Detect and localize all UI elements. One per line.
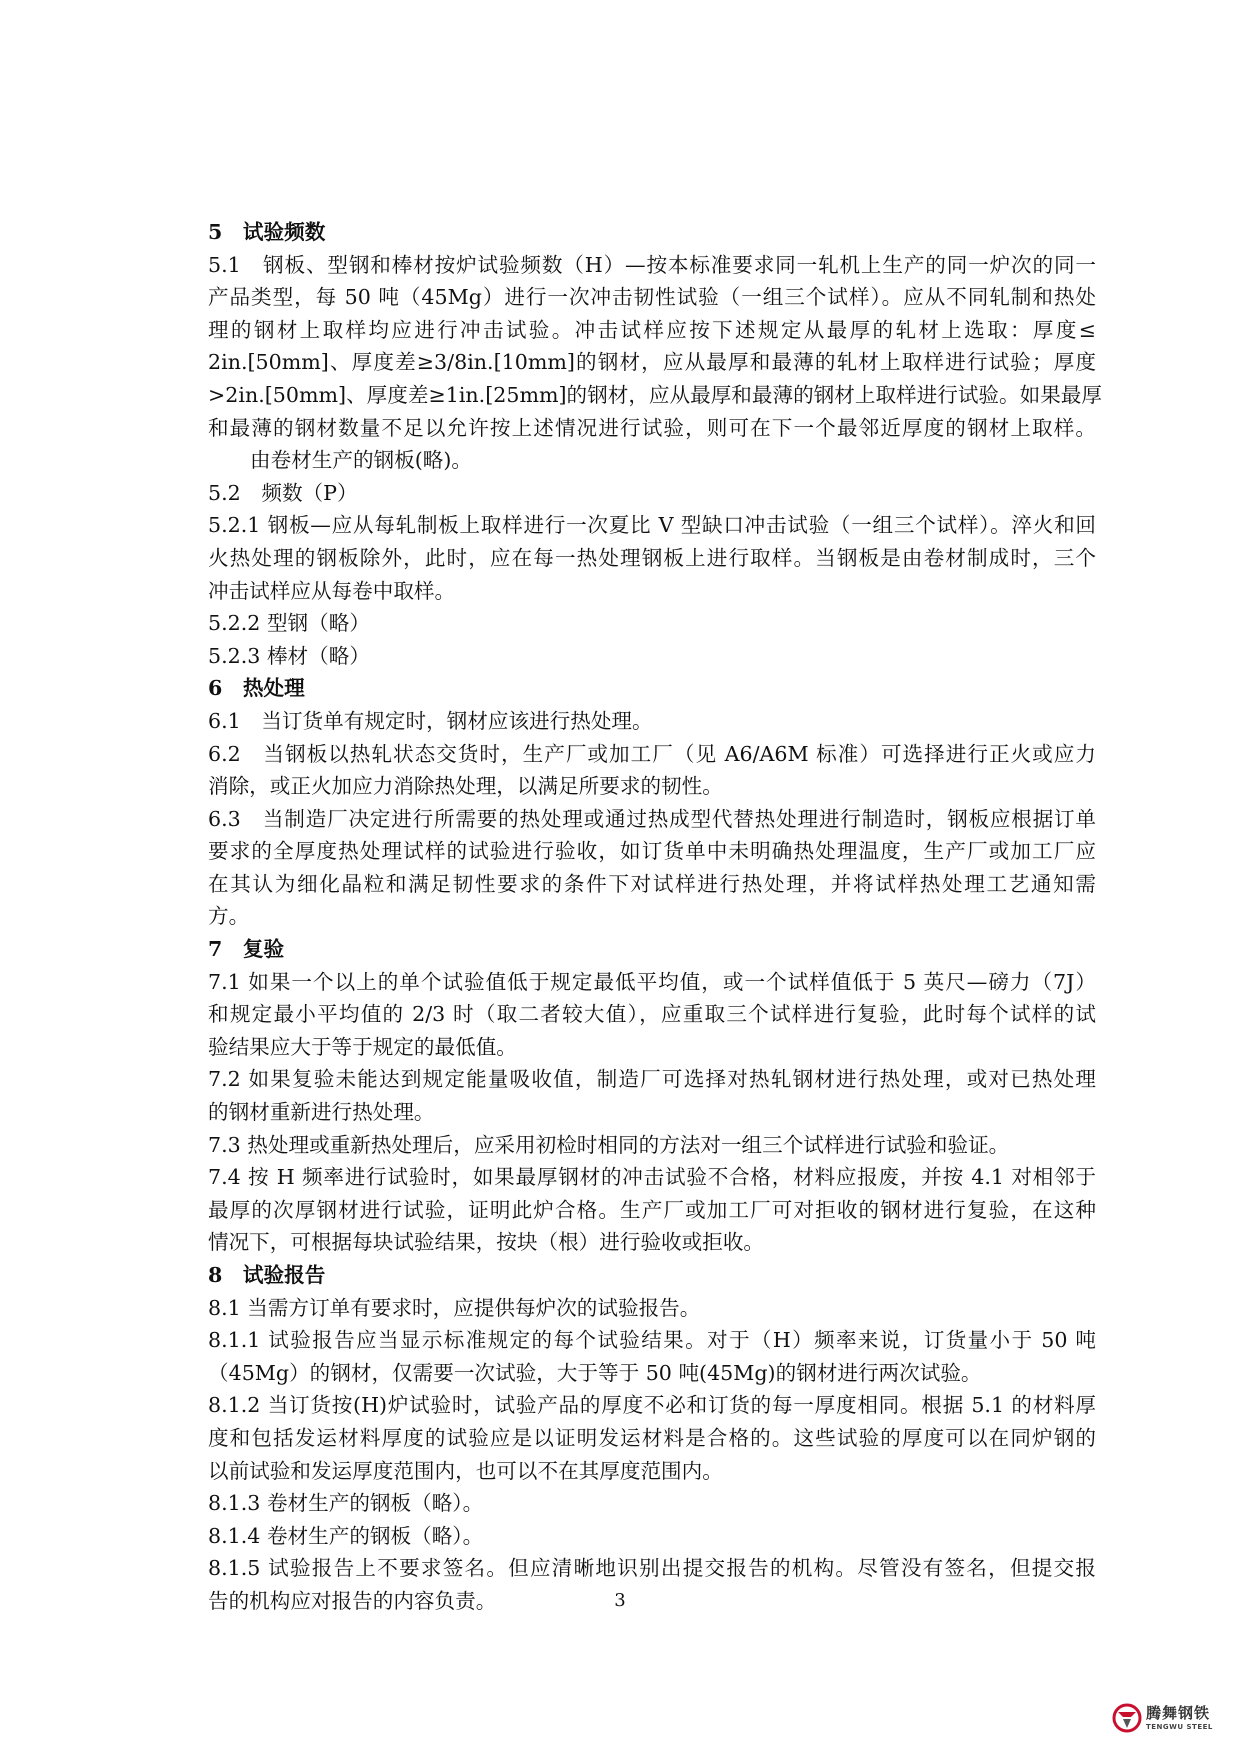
- text-line: 以前试验和发运厚度范围内，也可以不在其厚度范围内。: [208, 1458, 723, 1483]
- page-number: 3: [614, 1590, 626, 1611]
- text-line: 7.4 按 H 频率进行试验时，如果最厚钢材的冲击试验不合格，材料应报废，并按 4.1 对相邻于: [208, 1165, 1096, 1190]
- section-heading: 7 复验: [208, 937, 285, 962]
- text-line: 验结果应大于等于规定的最低值。: [208, 1034, 517, 1059]
- text-line: 5.2.2 型钢（略）: [208, 611, 370, 636]
- section-heading: 5 试验频数: [208, 220, 326, 244]
- text-line: 6.2 当钢板以热轧状态交货时，生产厂或加工厂（见 A6/A6M 标准）可选择进行正火或应力: [208, 741, 1096, 766]
- logo-name-cn: 腾舞钢铁: [1146, 1703, 1211, 1722]
- section-heading: 8 试验报告: [208, 1263, 326, 1287]
- text-line: 7.1 如果一个以上的单个试验值低于规定最低平均值，或一个试样值低于 5 英尺—磅力（7J）: [208, 969, 1096, 994]
- text-line: 5.2.1 钢板—应从每轧制板上取样进行一次夏比 V 型缺口冲击试验（一组三个试样）。淬火和回: [208, 513, 1096, 538]
- text-line: 度和包括发运材料厚度的试验应是以证明发运材料是合格的。这些试验的厚度可以在同炉钢的: [208, 1425, 1096, 1450]
- text-line: 6.3 当制造厂决定进行所需要的热处理或通过热成型代替热处理进行制造时，钢板应根据订单: [208, 806, 1096, 831]
- text-line: 2in.[50mm]、厚度差≥3/8in.[10mm]的钢材，应从最厚和最薄的轧材上取样进行试验；厚度: [208, 350, 1096, 375]
- text-line: 的钢材重新进行热处理。: [208, 1100, 435, 1125]
- text-line: 5.2.3 棒材（略）: [208, 643, 370, 668]
- text-line: 8.1.4 卷材生产的钢板（略）。: [208, 1523, 484, 1548]
- text-line: 8.1.3 卷材生产的钢板（略）。: [208, 1491, 484, 1516]
- text-line: 火热处理的钢板除外，此时，应在每一热处理钢板上进行取样。当钢板是由卷材制成时，三个: [208, 545, 1096, 570]
- text-line: 6.1 当订货单有规定时，钢材应该进行热处理。: [208, 708, 653, 733]
- text-line: 5.1 钢板、型钢和棒材按炉试验频数（H）—按本标准要求同一轧机上生产的同一炉次的同一: [208, 252, 1096, 277]
- text-line: 5.2 频数（P）: [208, 480, 358, 505]
- tengwu-logo-icon: [1112, 1703, 1142, 1733]
- text-line: 情况下，可根据每块试验结果，按块（根）进行验收或拒收。: [208, 1230, 765, 1255]
- text-line: （45Mg）的钢材，仅需要一次试验，大于等于 50 吨(45Mg)的钢材进行两次试验。: [208, 1360, 982, 1385]
- text-line: 8.1.1 试验报告应当显示标准规定的每个试验结果。对于（H）频率来说，订货量小于 50 吨: [208, 1328, 1096, 1353]
- text-line: >2in.[50mm]、厚度差≥1in.[25mm]的钢材，应从最厚和最薄的钢材上取样进行试验。如果最厚: [208, 382, 1102, 407]
- text-line: 在其认为细化晶粒和满足韧性要求的条件下对试样进行热处理，并将试样热处理工艺通知需: [208, 871, 1096, 896]
- text-line: 方。: [208, 904, 250, 929]
- logo-name-en: TENGWU STEEL: [1146, 1722, 1213, 1731]
- section-heading: 6 热处理: [208, 676, 305, 701]
- text-line: 理的钢材上取样均应进行冲击试验。冲击试样应按下述规定从最厚的轧材上选取：厚度≤: [208, 317, 1096, 342]
- text-line: 7.3 热处理或重新热处理后，应采用初检时相同的方法对一组三个试样进行试验和验证。: [208, 1132, 1010, 1157]
- text-line: 产品类型，每 50 吨（45Mg）进行一次冲击韧性试验（一组三个试样）。应从不同轧制和热处: [208, 285, 1096, 310]
- text-line: 7.2 如果复验未能达到规定能量吸收值，制造厂可选择对热轧钢材进行热处理，或对已热处理: [208, 1067, 1096, 1092]
- text-line: 和最薄的钢材数量不足以允许按上述情况进行试验，则可在下一个最邻近厚度的钢材上取样。: [208, 415, 1096, 440]
- text-line: 8.1.5 试验报告上不要求签名。但应清晰地识别出提交报告的机构。尽管没有签名，但提交报: [208, 1556, 1096, 1581]
- text-line: 8.1.2 当订货按(H)炉试验时，试验产品的厚度不必和订货的每一厚度相同。根据 5.1 的材料厚: [208, 1393, 1096, 1418]
- text-line: 由卷材生产的钢板(略)。: [250, 448, 473, 473]
- text-line: 要求的全厚度热处理试样的试验进行验收，如订货单中未明确热处理温度，生产厂或加工厂应: [208, 839, 1096, 864]
- text-line: 冲击试样应从每卷中取样。: [208, 578, 456, 603]
- document-body: [208, 216, 1102, 1618]
- text-line: 和规定最小平均值的 2/3 时（取二者较大值），应重取三个试样进行复验，此时每个试样的试: [208, 1002, 1096, 1027]
- company-logo: [1112, 1698, 1230, 1738]
- text-line: 告的机构应对报告的内容负责。: [208, 1588, 497, 1613]
- text-line: 消除，或正火加应力消除热处理，以满足所要求的韧性。: [208, 774, 723, 799]
- text-line: 8.1 当需方订单有要求时，应提供每炉次的试验报告。: [208, 1295, 701, 1320]
- text-line: 最厚的次厚钢材进行试验，证明此炉合格。生产厂或加工厂可对拒收的钢材进行复验，在这种: [208, 1197, 1096, 1222]
